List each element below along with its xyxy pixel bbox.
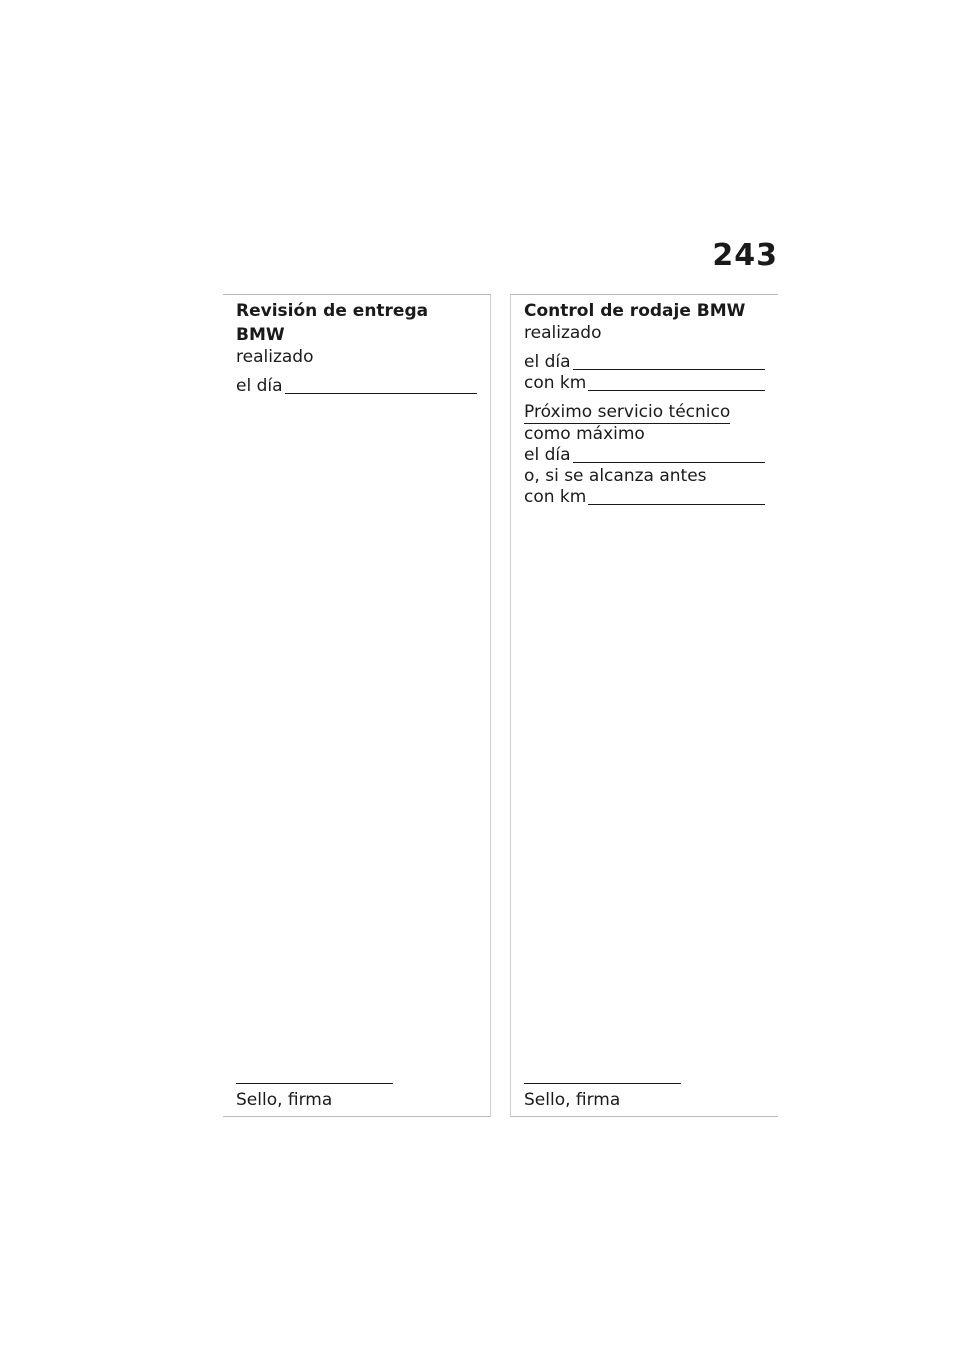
delivery-inspection-content bbox=[236, 299, 477, 397]
break-in-date-row bbox=[524, 352, 765, 373]
next-service-max-label: como máximo bbox=[524, 424, 645, 444]
break-in-km-label: con km bbox=[524, 373, 587, 393]
break-in-signature-label: Sello, firma bbox=[524, 1090, 621, 1110]
break-in-check-content bbox=[524, 299, 765, 508]
next-service-date-label: el día bbox=[524, 445, 571, 465]
break-in-date-label: el día bbox=[524, 352, 571, 372]
delivery-inspection-heading: Revisión de entrega BMW bbox=[236, 301, 429, 345]
break-in-signature-area bbox=[524, 1083, 681, 1110]
next-service-heading-wrap bbox=[524, 402, 765, 424]
next-service-date-blank[interactable] bbox=[573, 461, 765, 463]
break-in-signature-line[interactable] bbox=[524, 1083, 681, 1084]
next-service-date-row bbox=[524, 445, 765, 466]
next-service-heading: Próximo servicio técnico bbox=[524, 402, 731, 422]
delivery-date-blank[interactable] bbox=[285, 392, 477, 394]
delivery-signature-line[interactable] bbox=[236, 1083, 393, 1084]
delivery-inspection-panel bbox=[223, 294, 491, 1117]
delivery-signature-area bbox=[236, 1083, 393, 1110]
break-in-km-blank[interactable] bbox=[588, 389, 765, 391]
break-in-km-row bbox=[524, 373, 765, 394]
delivery-date-row bbox=[236, 376, 477, 397]
next-service-km-blank[interactable] bbox=[588, 503, 765, 505]
next-service-or-label: o, si se alcanza antes bbox=[524, 466, 707, 486]
break-in-check-heading: Control de rodaje BMW bbox=[524, 301, 746, 321]
delivery-signature-label: Sello, firma bbox=[236, 1090, 333, 1110]
delivery-status: realizado bbox=[236, 347, 314, 367]
break-in-status: realizado bbox=[524, 323, 602, 343]
page-number: 243 bbox=[712, 238, 778, 273]
break-in-check-panel bbox=[510, 294, 778, 1117]
delivery-date-label: el día bbox=[236, 376, 283, 396]
break-in-date-blank[interactable] bbox=[573, 368, 765, 370]
next-service-km-label: con km bbox=[524, 487, 587, 507]
next-service-km-row bbox=[524, 487, 765, 508]
